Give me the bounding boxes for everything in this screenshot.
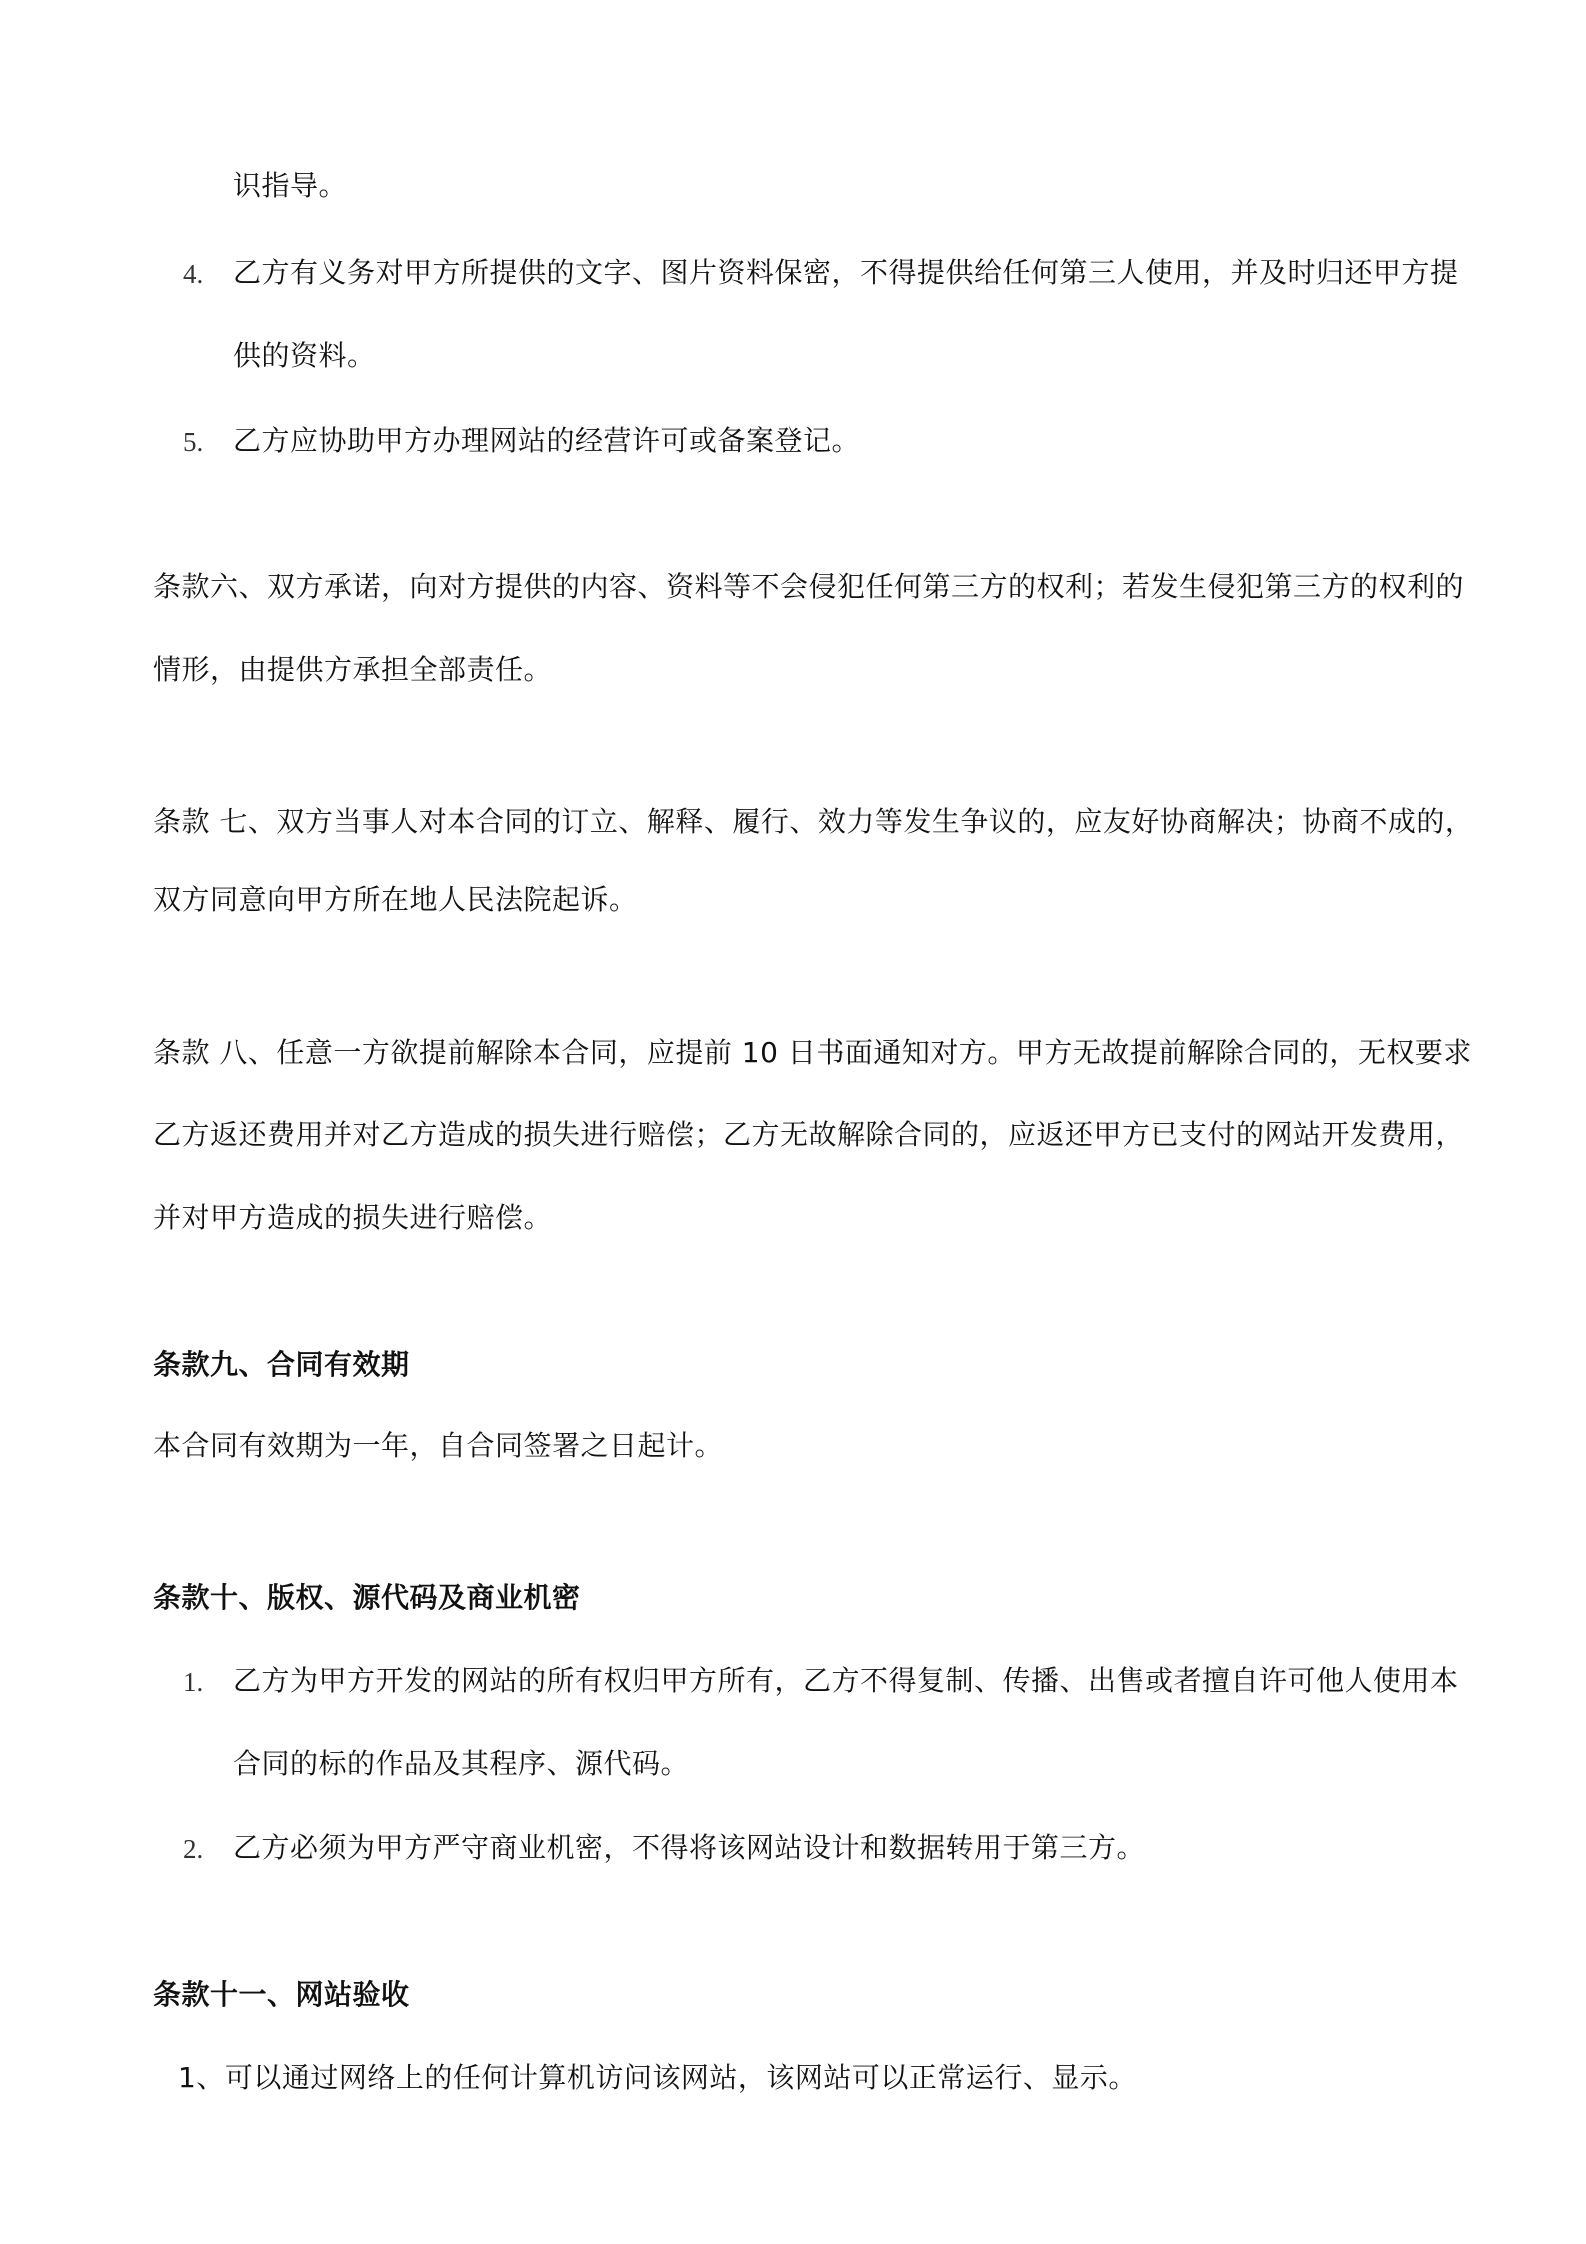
clause-nine-body: 本合同有效期为一年，自合同签署之日起计。 (153, 1429, 724, 1462)
list-number: 1. (183, 1667, 204, 1697)
list-number: 5. (183, 427, 204, 457)
clause-nine-heading: 条款九、合同有效期 (153, 1348, 410, 1381)
clause-eleven-item: 1、可以通过网络上的任何计算机访问该网站，该网站可以正常运行、显示。 (178, 2061, 1137, 2094)
list-item-text: 乙方应协助甲方办理网站的经营许可或备案登记。 (233, 424, 861, 457)
continuation-line: 识指导。 (233, 169, 348, 202)
clause-eight-line: 条款 八、任意一方欲提前解除本合同，应提前 10 日书面通知对方。甲方无故提前解除合同的，无权要求 (153, 1036, 1472, 1069)
list-item-text: 合同的标的作品及其程序、源代码。 (233, 1747, 690, 1780)
list-item-text: 乙方为甲方开发的网站的所有权归甲方所有，乙方不得复制、传播、出售或者擅自许可他人使用本 (233, 1664, 1459, 1697)
clause-seven-line: 双方同意向甲方所在地人民法院起诉。 (153, 883, 638, 916)
clause-six-line: 情形，由提供方承担全部责任。 (153, 653, 553, 686)
list-item-text: 供的资料。 (233, 339, 376, 372)
clause-eight-line: 乙方返还费用并对乙方造成的损失进行赔偿；乙方无故解除合同的，应返还甲方已支付的网站开发费用， (153, 1118, 1465, 1151)
clause-six-line: 条款六、双方承诺，向对方提供的内容、资料等不会侵犯任何第三方的权利；若发生侵犯第三方的权利的 (153, 570, 1465, 603)
clause-eleven-heading: 条款十一、网站验收 (153, 1978, 410, 2011)
clause-ten-heading: 条款十、版权、源代码及商业机密 (153, 1581, 581, 1614)
list-item-text: 乙方必须为甲方严守商业机密，不得将该网站设计和数据转用于第三方。 (233, 1831, 1146, 1864)
list-number: 2. (183, 1834, 204, 1864)
list-number: 4. (183, 259, 204, 289)
clause-eight-line: 并对甲方造成的损失进行赔偿。 (153, 1201, 553, 1234)
list-item-text: 乙方有义务对甲方所提供的文字、图片资料保密，不得提供给任何第三人使用，并及时归还甲方提 (233, 256, 1459, 289)
clause-seven-line: 条款 七、双方当事人对本合同的订立、解释、履行、效力等发生争议的，应友好协商解决；协商不成的， (153, 805, 1474, 838)
